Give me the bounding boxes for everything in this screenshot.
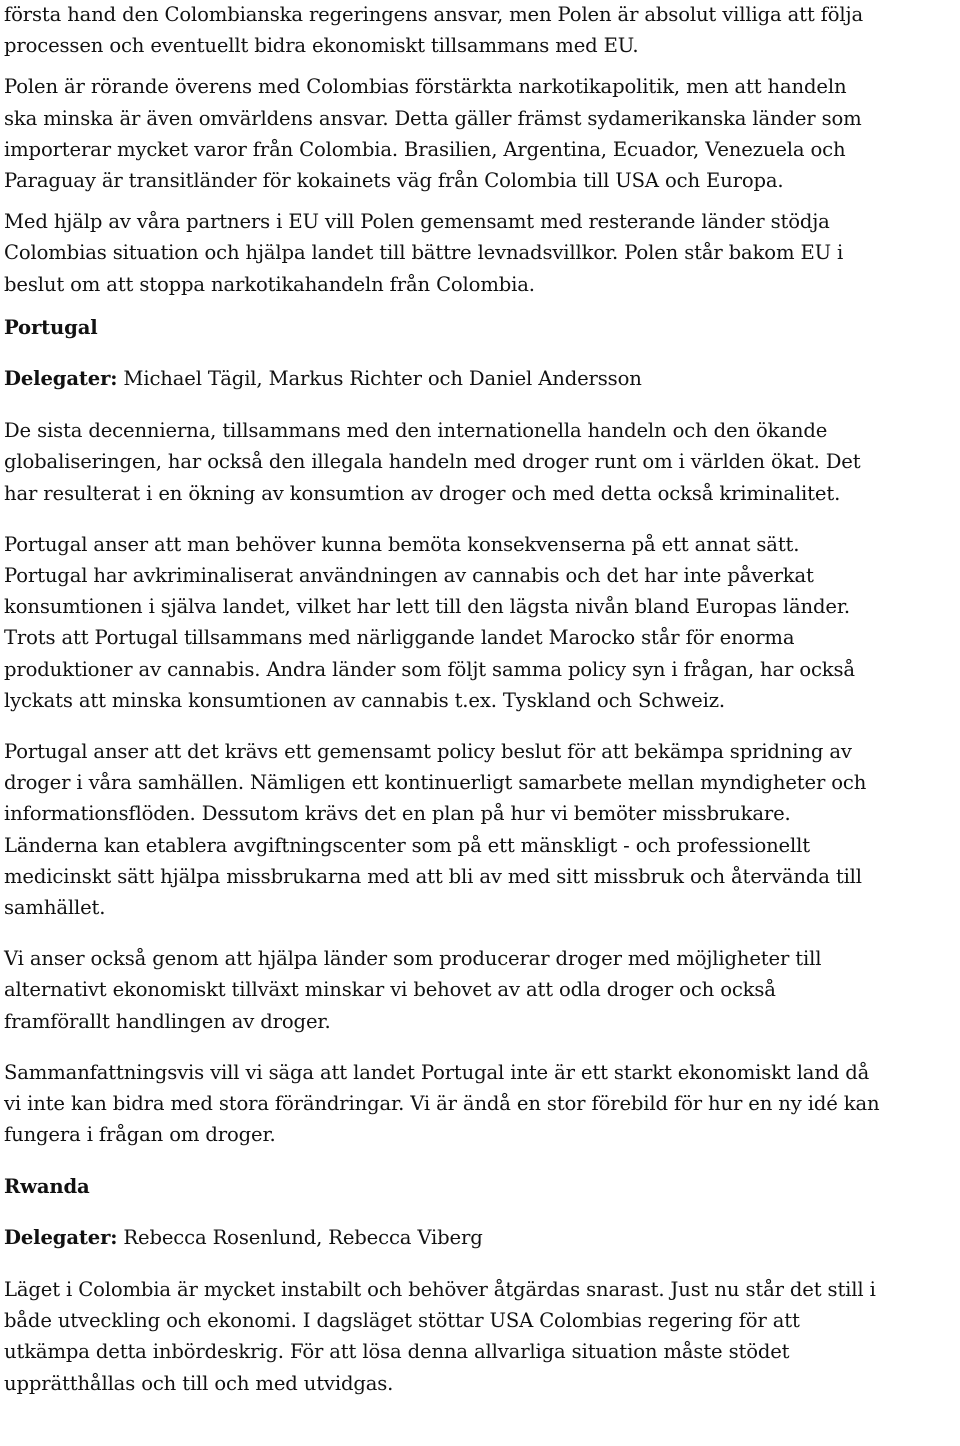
text-line: Länderna kan etablera avgiftningscenter som på ett mänskligt - och professionellt — [4, 833, 810, 857]
text-line: första hand den Colombianska regeringens ansvar, men Polen är absolut villiga att följa — [4, 3, 864, 26]
text-line: Med hjälp av våra partners i EU vill Polen gemensamt med resterande länder stödja — [4, 210, 830, 234]
text-line: ska minska är även omvärldens ansvar. Detta gäller främst sydamerikanska länder som — [4, 106, 862, 130]
text-line: Portugal har avkriminaliserat användningen av cannabis och det har inte påverkat — [4, 564, 814, 588]
rwanda-delegates — [4, 1222, 960, 1253]
portugal-paragraph-1 — [4, 415, 960, 509]
text-line: beslut om att stoppa narkotikahandeln från Colombia. — [4, 272, 535, 296]
text-line: utkämpa detta inbördeskrig. För att lösa denna allvarliga situation måste stödet — [4, 1340, 790, 1364]
text-line: Trots att Portugal tillsammans med närliggande landet Marocko står för enorma — [4, 626, 795, 650]
text-line: Läget i Colombia är mycket instabilt och behöver åtgärdas snarast. Just nu står det still i — [4, 1277, 876, 1301]
text-line: Polen är rörande överens med Colombias förstärkta narkotikapolitik, men att handeln — [4, 75, 847, 99]
text-line: upprätthållas och till och med utvidgas. — [4, 1371, 394, 1395]
section-heading-rwanda: Rwanda — [4, 1174, 90, 1198]
text-line: processen och eventuellt bidra ekonomiskt tillsammans med EU. — [4, 34, 639, 58]
text-line: Colombias situation och hjälpa landet till bättre levnadsvillkor. Polen står bakom EU i — [4, 241, 844, 265]
text-line: konsumtionen i själva landet, vilket har lett till den lägsta nivån bland Europas länder. — [4, 595, 851, 619]
text-line: Portugal anser att det krävs ett gemensamt policy beslut för att bekämpa spridning av — [4, 740, 852, 764]
section-heading-portugal: Portugal — [4, 315, 98, 339]
poland-paragraph-3 — [4, 206, 960, 300]
poland-paragraph-2 — [4, 71, 960, 196]
text-line: informationsflöden. Dessutom krävs det en plan på hur vi bemöter missbrukare. — [4, 802, 791, 826]
portugal-paragraph-2 — [4, 529, 960, 716]
portugal-paragraph-3 — [4, 736, 960, 923]
text-line: importerar mycket varor från Colombia. Brasilien, Argentina, Ecuador, Venezuela och — [4, 137, 846, 161]
text-line: globaliseringen, har också den illegala handeln med droger runt om i världen ökat. Det — [4, 450, 861, 474]
text-line: Vi anser också genom att hjälpa länder som producerar droger med möjligheter till — [4, 947, 822, 971]
text-line: samhället. — [4, 896, 106, 920]
text-line: har resulterat i en ökning av konsumtion av droger och med detta också kriminalitet. — [4, 481, 841, 505]
portugal-delegates — [4, 363, 960, 394]
delegates-names: Michael Tägil, Markus Richter och Daniel Andersson — [117, 367, 642, 391]
text-line: medicinskt sätt hjälpa missbrukarna med att bli av med sitt missbruk och återvända till — [4, 864, 862, 888]
text-line: alternativt ekonomiskt tillväxt minskar vi behovet av att odla droger och också — [4, 978, 776, 1002]
text-line: produktioner av cannabis. Andra länder som följt samma policy syn i frågan, har också — [4, 657, 855, 681]
poland-paragraph-1 — [4, 0, 960, 61]
text-line: vi inte kan bidra med stora förändringar. Vi är ändå en stor förebild för hur en ny idé kan — [4, 1092, 880, 1116]
text-line: fungera i frågan om droger. — [4, 1123, 276, 1147]
text-line: framförallt handlingen av droger. — [4, 1009, 331, 1033]
delegates-label: Delegater: — [4, 367, 118, 391]
text-line: Sammanfattningsvis vill vi säga att landet Portugal inte är ett starkt ekonomiskt land då — [4, 1060, 870, 1084]
rwanda-paragraph-1 — [4, 1274, 960, 1399]
delegates-names: Rebecca Rosenlund, Rebecca Viberg — [117, 1225, 483, 1249]
text-line: Portugal anser att man behöver kunna bemöta konsekvenserna på ett annat sätt. — [4, 532, 800, 556]
portugal-paragraph-5 — [4, 1057, 960, 1151]
text-line: lyckats att minska konsumtionen av cannabis t.ex. Tyskland och Schweiz. — [4, 688, 725, 712]
delegates-label: Delegater: — [4, 1225, 118, 1249]
text-line: både utveckling och ekonomi. I dagsläget stöttar USA Colombias regering för att — [4, 1309, 800, 1333]
text-line: droger i våra samhällen. Nämligen ett kontinuerligt samarbete mellan myndigheter och — [4, 771, 867, 795]
text-line: De sista decennierna, tillsammans med den internationella handeln och den ökande — [4, 419, 828, 443]
text-line: Paraguay är transitländer för kokainets väg från Colombia till USA och Europa. — [4, 169, 784, 193]
portugal-paragraph-4 — [4, 943, 960, 1037]
